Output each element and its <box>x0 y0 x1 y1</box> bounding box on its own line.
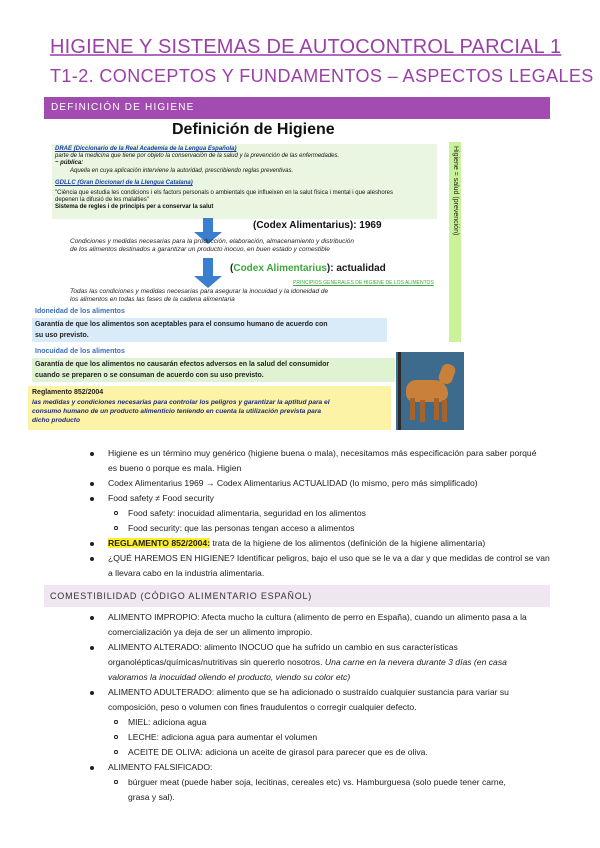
codex-1969-title: (Codex Alimentarius): 1969 <box>253 220 382 231</box>
section-heading: COMESTIBILIDAD (CÓDIGO ALIMENTARIO ESPAÑOL) <box>50 591 313 601</box>
bullet-icon <box>90 691 94 695</box>
inocuidad-line: Garantía de que los alimentos no causarán efectos adversos en la salud del consumidor <box>35 361 330 368</box>
bullet-icon <box>90 646 94 650</box>
side-tag <box>449 142 461 342</box>
drae-line: Aquella en cuya aplicación interviene la autoridad, prescribiendo reglas preventivas. <box>70 168 294 174</box>
list-item: Food security: que las personas tengan acceso a alimentos <box>128 523 355 533</box>
gdllc-line: "Ciència que estudia les condicions i els factors personals o ambientals que influeixen en la salut física i mental i que aleshores <box>55 190 393 196</box>
list-item: búrguer meat (puede haber soja, lecitinas, cereales etc) vs. Hamburguesa (solo puede tener carne, <box>128 777 506 787</box>
list-item: ALIMENTO FALSIFICADO: <box>108 762 213 772</box>
list-item: ALIMENTO ALTERADO: alimento INOCUO que ha sufrido un cambio en sus características <box>108 642 458 652</box>
list-item: Higiene es un término muy genérico (higiene buena o mala), necesitamos más especificación para saber porqué <box>108 448 537 458</box>
list-item: ACEITE DE OLIVA: adiciona un aceite de girasol para parecer que es de oliva. <box>128 747 428 757</box>
sub-bullet-icon <box>114 720 118 724</box>
list-item: es bueno o porque es mala. Higien <box>108 463 242 473</box>
list-item <box>108 536 485 551</box>
page-subtitle: T1-2. CONCEPTOS Y FUNDAMENTOS – ASPECTOS LEGALES <box>50 66 594 86</box>
sub-bullet-icon <box>114 511 118 515</box>
list-text: organolépticas/químicas/nutritivas sin quererlo nosotros. <box>108 657 323 667</box>
list-item <box>108 655 507 670</box>
list-item: Food safety: inocuidad alimentaria, seguridad en los alimentos <box>128 508 366 518</box>
sub-bullet-icon <box>114 780 118 784</box>
list-item: composición, peso o volumen con fines fraudulentos o corregir cualquier defecto. <box>108 702 417 712</box>
list-item: comercialización ya deja de ser un alimento impropio. <box>108 627 313 637</box>
codex-1969-line: Condiciones y medidas necesarias para la producción, elaboración, almacenamiento y distribución <box>70 238 354 245</box>
bullet-icon <box>90 497 94 501</box>
reglamento-highlight: REGLAMENTO 852/2004: <box>108 538 211 548</box>
drae-line: ~ pública: <box>55 160 84 166</box>
reglamento-line: dicho producto <box>32 417 80 424</box>
reglamento-line: consumo humano de un producto alimenticio teniendo en cuenta la utilización prevista para <box>32 408 322 415</box>
codex-small-caption: PRINCIPIOS GENERALES DE HIGIENE DE LOS ALIMENTOS <box>293 280 434 286</box>
gdllc-label: GDLLC (Gran Diccionari de la Llengua Catalana) <box>55 180 193 186</box>
section-heading: DEFINICIÓN DE HIGIENE <box>51 102 195 113</box>
list-item: a llevara cabo en la industria alimentaria. <box>108 568 265 578</box>
list-example: Una carne en la nevera durante 3 días (en casa <box>322 657 507 667</box>
reglamento-text: trata de la higiene de los alimentos (definición de la higiene alimentaria) <box>210 538 486 548</box>
dictionary-box <box>52 144 437 219</box>
drae-label: DRAE (Diccionario de la Real Academia de la Lengua Española) <box>55 146 237 152</box>
side-tag-text: Higiene = salud (prevención) <box>452 146 459 236</box>
reglamento-box <box>28 386 391 430</box>
page-title: HIGIENE Y SISTEMAS DE AUTOCONTROL PARCIAL 1 <box>50 36 562 58</box>
dog-food-photo <box>396 352 464 430</box>
codex-actual-line: Todas las condiciones y medidas necesarias para asegurar la inocuidad y la idoneidad de <box>70 288 329 295</box>
sub-bullet-icon <box>114 735 118 739</box>
inocuidad-label: Inocuidad de los alimentos <box>35 348 125 355</box>
codex-actual-line: los alimentos en todas las fases de la cadena alimentaria <box>70 296 235 303</box>
section-heading-bar <box>44 585 550 607</box>
idoneidad-box <box>32 318 387 342</box>
bullet-icon <box>90 452 94 456</box>
reglamento-line: las medidas y condiciones necesarias para controlar los peligros y garantizar la aptitud para el <box>32 399 330 406</box>
list-item: MIEL: adiciona agua <box>128 717 207 727</box>
codex-suffix: ): actualidad <box>326 263 386 274</box>
definition-figure <box>32 121 472 432</box>
codex-name: Codex Alimentarius <box>233 263 327 274</box>
codex-paren: ( <box>230 263 234 274</box>
codex-1969-line: de los alimentos destinados a garantizar un producto inocuo, en buen estado y comestible <box>70 246 330 253</box>
codex-actual-title <box>230 265 386 273</box>
list-item <box>108 670 350 685</box>
idoneidad-line: Garantía de que los alimentos son aceptables para el consumo humano de acuerdo con <box>35 321 328 328</box>
reglamento-label: Reglamento 852/2004 <box>32 389 104 396</box>
drae-line: parte de la medicina que tiene por objeto la conservación de la salud y la prevención de las enfermedades. <box>55 153 340 159</box>
list-item: ¿QUÉ HAREMOS EN HIGIENE? Identificar peligros, bajo el uso que se le va a dar y que medidas de control se van <box>108 553 550 563</box>
list-item: grasa y sal). <box>128 792 175 802</box>
bullet-icon <box>90 616 94 620</box>
idoneidad-line: su uso previsto. <box>35 332 89 339</box>
list-item: LECHE: adiciona agua para aumentar el volumen <box>128 732 318 742</box>
bullet-icon <box>90 482 94 486</box>
list-item: Food safety ≠ Food security <box>108 493 214 503</box>
bullet-icon <box>90 557 94 561</box>
gdllc-line: depenen la difusió de les malalties" <box>55 197 149 203</box>
list-item: ALIMENTO IMPROPIO: Afecta mucho la cultura (alimento de perro en España), cuando un alimento pasa a la <box>108 612 527 622</box>
inocuidad-line: cuando se preparen o se consuman de acuerdo con su uso previsto. <box>35 372 264 379</box>
idoneidad-label: Idoneidad de los alimentos <box>35 308 125 315</box>
list-item: Codex Alimentarius 1969 → Codex Alimentarius ACTUALIDAD (lo mismo, pero más simplificado) <box>108 478 478 488</box>
figure-title: Definición de Higiene <box>172 121 335 138</box>
gdllc-line: Sistema de regles i de principis per a conservar la salut <box>55 204 214 210</box>
sub-bullet-icon <box>114 526 118 530</box>
inocuidad-box <box>32 358 395 382</box>
sub-bullet-icon <box>114 750 118 754</box>
list-item: ALIMENTO ADULTERADO: alimento que se ha adicionado o sustraído cualquier sustancia para variar su <box>108 687 509 697</box>
section-heading-bar <box>44 97 550 119</box>
bullet-icon <box>90 542 94 546</box>
list-example: valoramos la inocuidad oliendo el producto, viendo su color etc) <box>108 672 351 682</box>
bullet-icon <box>90 766 94 770</box>
